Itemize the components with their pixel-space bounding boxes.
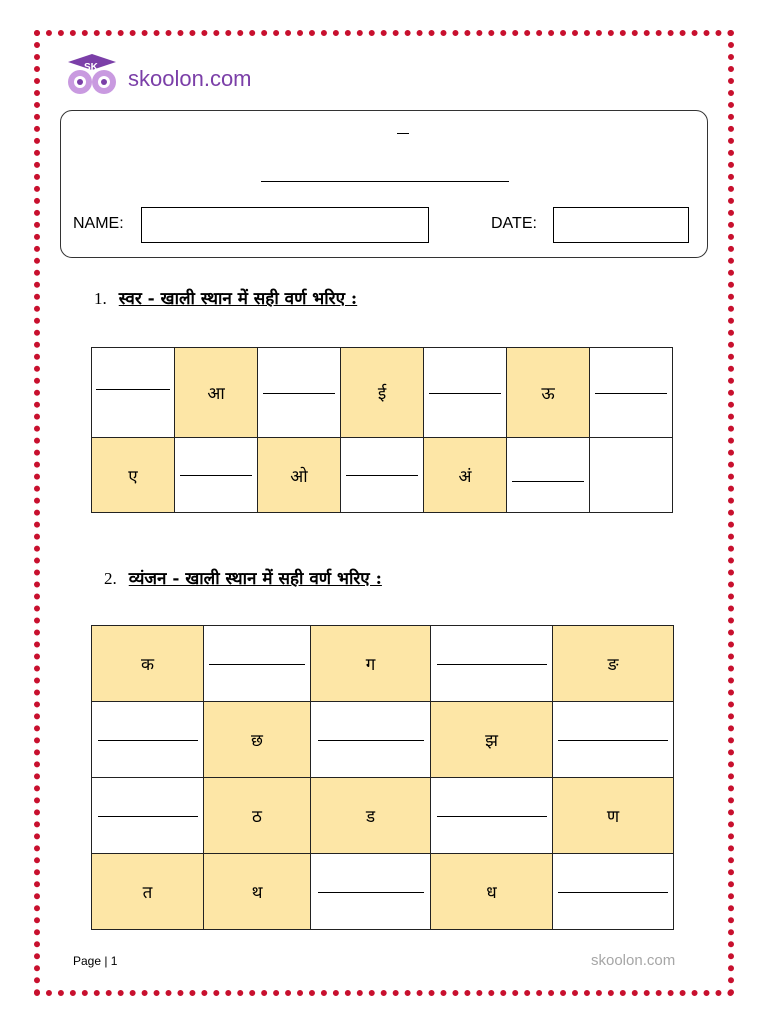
letter-cell: ण (553, 778, 674, 854)
name-field[interactable] (141, 207, 429, 243)
consonant-grid (91, 625, 674, 930)
question-2 (104, 566, 382, 589)
blank-cell[interactable] (175, 438, 258, 513)
table-row (92, 778, 674, 854)
letter-cell: आ (175, 348, 258, 438)
letter-cell: झ (431, 702, 553, 778)
table-row (92, 626, 674, 702)
letter-cell: अं (424, 438, 507, 513)
letter-cell: ड (311, 778, 431, 854)
letter-cell: छ (204, 702, 311, 778)
vowel-grid (91, 347, 673, 513)
letter-cell: ई (341, 348, 424, 438)
empty-cell (590, 438, 673, 513)
page-number: Page | 1 (73, 954, 118, 968)
blank-cell[interactable] (341, 438, 424, 513)
table-row (92, 348, 673, 438)
letter-cell: ऊ (507, 348, 590, 438)
blank-cell[interactable] (311, 702, 431, 778)
brand-name: skoolon.com (128, 66, 252, 91)
blank-cell[interactable] (507, 438, 590, 513)
letter-cell: क (92, 626, 204, 702)
table-row (92, 854, 674, 930)
question-1 (94, 286, 357, 309)
blank-cell[interactable] (204, 626, 311, 702)
date-field[interactable] (553, 207, 689, 243)
letter-cell: ध (431, 854, 553, 930)
student-info-box (60, 110, 708, 258)
letter-cell: ए (92, 438, 175, 513)
owl-logo-icon (64, 52, 120, 98)
blank-cell[interactable] (553, 702, 674, 778)
blank-cell[interactable] (431, 626, 553, 702)
letter-cell: त (92, 854, 204, 930)
blank-cell[interactable] (424, 348, 507, 438)
table-row (92, 438, 673, 513)
letter-cell: थ (204, 854, 311, 930)
blank-cell[interactable] (590, 348, 673, 438)
blank-cell[interactable] (311, 854, 431, 930)
blank-cell[interactable] (258, 348, 341, 438)
question-text: व्यंजन - खाली स्थान में सही वर्ण भरिए : (128, 569, 382, 589)
blank-cell[interactable] (92, 778, 204, 854)
title-underline (261, 181, 509, 182)
name-label: NAME: (73, 215, 124, 232)
question-text: स्वर - खाली स्थान में सही वर्ण भरिए : (118, 289, 358, 309)
blank-cell[interactable] (92, 702, 204, 778)
date-label: DATE: (491, 215, 537, 232)
blank-cell[interactable] (553, 854, 674, 930)
blank-cell[interactable] (92, 348, 175, 438)
letter-cell: ग (311, 626, 431, 702)
letter-cell: ठ (204, 778, 311, 854)
logo-letters: SK (84, 62, 98, 73)
letter-cell: ङ (553, 626, 674, 702)
question-number: 2. (104, 569, 117, 588)
table-row (92, 702, 674, 778)
blank-cell[interactable] (431, 778, 553, 854)
question-number: 1. (94, 289, 107, 308)
footer-site: skoolon.com (591, 952, 676, 969)
letter-cell: ओ (258, 438, 341, 513)
title-dash (397, 133, 409, 134)
